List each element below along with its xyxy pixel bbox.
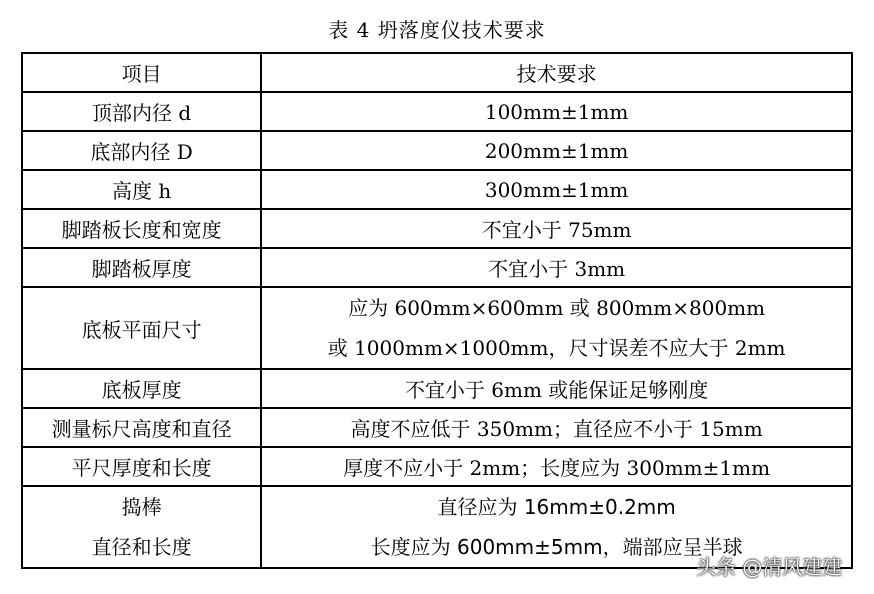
row-item: 脚踏板长度和宽度 <box>22 209 261 248</box>
item-line: 捣棒 <box>121 495 162 519</box>
header-item: 项目 <box>22 53 261 92</box>
table-row <box>22 248 852 287</box>
item-line: 直径和长度 <box>91 535 192 559</box>
table-row <box>22 131 852 170</box>
row-requirement: 高度不应低于 350mm；直径应不小于 15mm <box>261 408 852 447</box>
row-item: 平尺厚度和长度 <box>22 447 261 486</box>
row-requirement: 不宜小于 3mm <box>261 248 852 287</box>
requirement-line: 或 1000mm×1000mm，尺寸误差不应大于 2mm <box>327 336 786 360</box>
row-item: 底部内径 D <box>22 131 261 170</box>
row-requirement: 200mm±1mm <box>261 131 852 170</box>
row-requirement <box>261 287 852 369</box>
table-row <box>22 408 852 447</box>
row-requirement: 100mm±1mm <box>261 92 852 131</box>
table-caption: 表 4 坍落度仪技术要求 <box>328 18 546 42</box>
requirement-line: 长度应为 600mm±5mm，端部应呈半球 <box>370 535 743 559</box>
row-item: 底板平面尺寸 <box>22 287 261 369</box>
row-requirement: 300mm±1mm <box>261 170 852 209</box>
row-requirement: 不宜小于 75mm <box>261 209 852 248</box>
table-row <box>22 170 852 209</box>
requirement-line: 应为 600mm×600mm 或 800mm×800mm <box>348 296 766 320</box>
row-item: 高度 h <box>22 170 261 209</box>
table-row <box>22 209 852 248</box>
table-row <box>22 369 852 408</box>
header-requirement: 技术要求 <box>261 53 852 92</box>
row-item <box>22 486 261 568</box>
row-item: 测量标尺高度和直径 <box>22 408 261 447</box>
row-requirement: 不宜小于 6mm 或能保证足够刚度 <box>261 369 852 408</box>
row-requirement: 厚度不应小于 2mm；长度应为 300mm±1mm <box>261 447 852 486</box>
table-row <box>22 92 852 131</box>
row-item: 顶部内径 d <box>22 92 261 131</box>
table-row <box>22 287 852 369</box>
source-watermark: 头条 @清风建建 <box>696 555 843 579</box>
row-item: 底板厚度 <box>22 369 261 408</box>
table-header-row <box>22 53 852 92</box>
table-row <box>22 447 852 486</box>
requirement-line: 直径应为 16mm±0.2mm <box>437 495 676 519</box>
spec-table <box>21 52 853 569</box>
row-item: 脚踏板厚度 <box>22 248 261 287</box>
